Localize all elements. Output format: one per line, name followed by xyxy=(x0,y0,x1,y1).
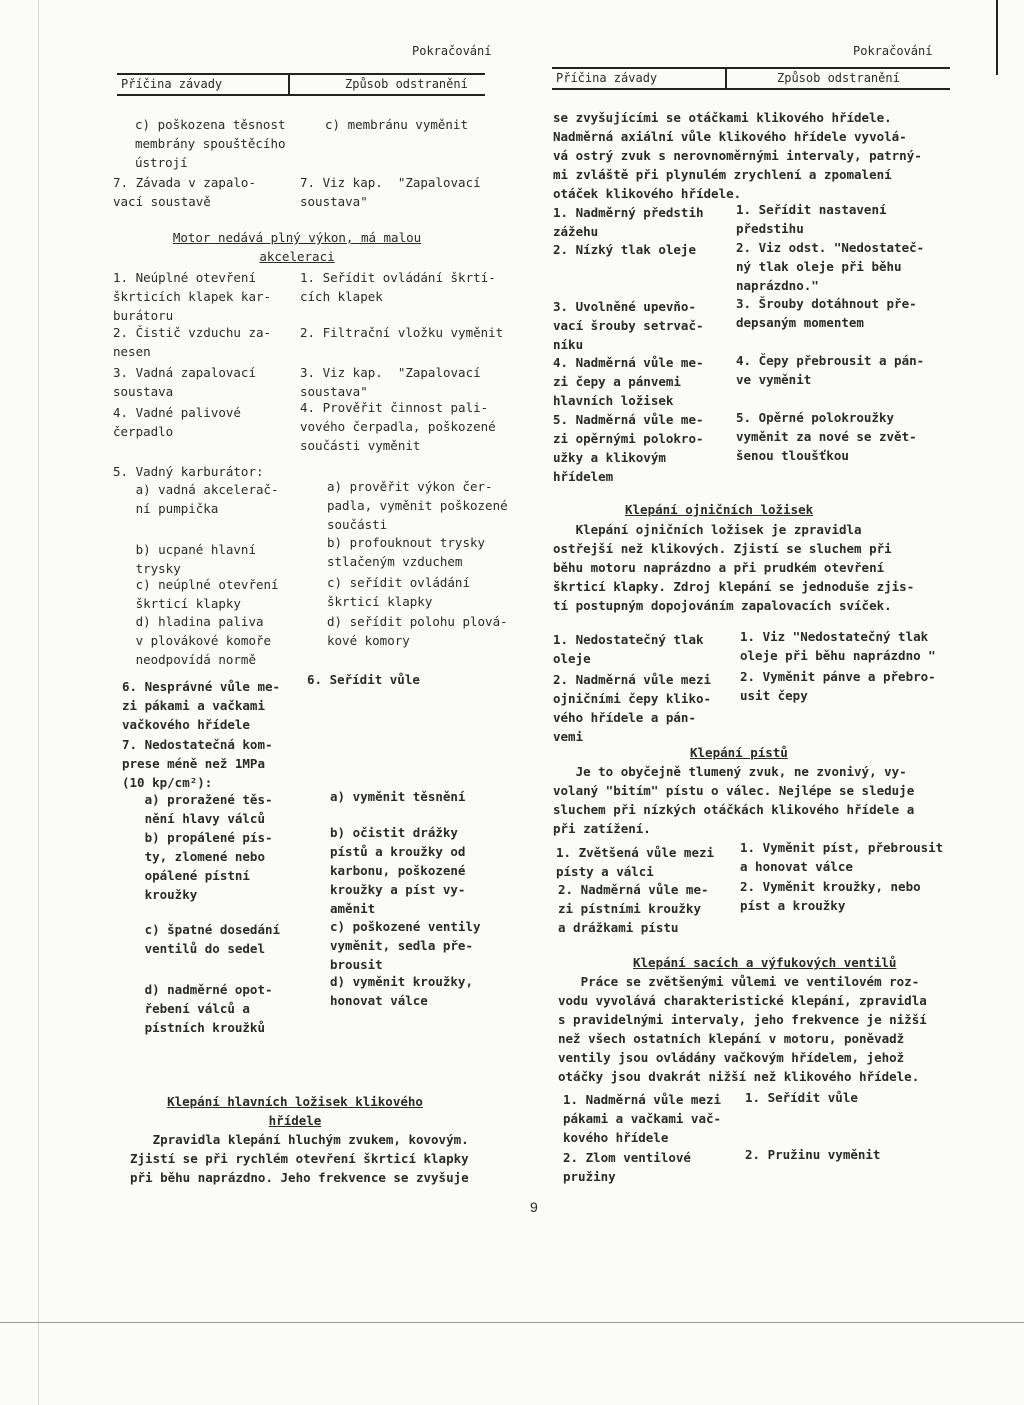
left-row-remedy: 4. Prověřit činnost pali- vového čerpadla, poškozené součásti vyměnit xyxy=(300,400,496,453)
right-row-remedy: 1. Vyměnit píst, přebrousit a honovat válce xyxy=(740,840,944,874)
left-row-cause: 7. Nedostatečná kom- prese méně než 1MPa (10 kp/cm²): xyxy=(122,737,273,790)
left-row-remedy: c) seřídit ovládání škrticí klapky xyxy=(327,575,470,609)
left-row-remedy: c) membránu vyměnit xyxy=(325,117,468,132)
left-row-remedy: c) poškozené ventily vyměnit, sedla pře- brousit xyxy=(330,919,481,972)
section-text-main-bearings: Zpravidla klepání hluchým zvukem, kovovým. Zjistí se při rychlém otevření škrticí klapky při běhu naprázdno. Jeho frekvence se zvyšuje xyxy=(130,1132,469,1185)
page-edge-right xyxy=(996,0,998,75)
section-title-motor: Motor nedává plný výkon, má malou akceleraci xyxy=(172,230,422,264)
right-row-remedy: 5. Opěrné polokroužky vyměnit za nové se zvět- šenou tloušťkou xyxy=(736,410,917,463)
section-title-main-bearings: Klepání hlavních ložisek klikového hřídele xyxy=(167,1094,423,1128)
section-text-valves: Práce se zvětšenými vůlemi ve ventilovém roz- vodu vyvolává charakteristické klepání, zpravidla s pravidelnými intervaly, jeho frekvence je nižší než všech ostatních klepání v motoru, poněvadž ventily jsou ovládány vačkovým hřídelem, jehož otáčky jsou dvakrát nižší než klikového hřídele. xyxy=(558,974,927,1084)
right-row-cause: 2. Nadměrná vůle mezi ojničními čepy kliko- vého hřídele a pán- vemi xyxy=(553,672,712,744)
section-text-rod-bearings: Klepání ojničních ložisek je zpravidla ostřejší než klikových. Zjistí se sluchem při běhu motoru naprázdno a při prudkém otevření škrticí klapky. Zdroj klepání se jednoduše zjis- tí postupným dopojováním zapalovacích svíček. xyxy=(553,522,915,613)
right-row-cause: 1. Zvětšená vůle mezi písty a válci xyxy=(556,845,715,879)
right-row-remedy: 2. Vyměnit kroužky, nebo píst a kroužky xyxy=(740,879,921,913)
right-row-cause: 1. Nadměrná vůle mezi pákami a vačkami vač- kového hřídele xyxy=(563,1092,722,1145)
left-row-cause: a) vadná akcelerač- ní pumpička xyxy=(135,482,279,516)
left-row-remedy: 6. Seřídit vůle xyxy=(307,672,420,687)
left-row-cause: 3. Vadná zapalovací soustava xyxy=(113,365,256,399)
right-row-remedy: 1. Viz "Nedostatečný tlak oleje při běhu naprázdno " xyxy=(740,629,936,663)
right-row-cause: 2. Zlom ventilové pružiny xyxy=(563,1150,691,1184)
section-title-pistons: Klepání pístů xyxy=(690,745,788,760)
left-row-cause: 1. Neúplné otevření škrticích klapek kar- burátoru xyxy=(113,270,272,323)
left-row-remedy: 2. Filtrační vložku vyměnit xyxy=(300,325,504,340)
right-row-cause: 1. Nedostatečný tlak oleje xyxy=(553,632,704,666)
left-continuation: Pokračování xyxy=(412,44,492,58)
left-row-cause: d) nadměrné opot- řebení válců a pístních kroužků xyxy=(144,982,273,1035)
left-row-remedy: 1. Seřídit ovládání škrtí- cích klapek xyxy=(300,270,496,304)
left-row-cause: a) proražené těs- nění hlavy válců xyxy=(144,792,273,826)
left-row-remedy: b) očistit drážky pístů a kroužky od karbonu, poškozené kroužky a píst vy- aměnit xyxy=(330,825,466,916)
left-row-cause: c) špatné dosedání ventilů do sedel xyxy=(144,922,281,956)
left-row-remedy: 7. Viz kap. "Zapalovací soustava" xyxy=(300,175,481,209)
right-row-cause: 2. Nadměrná vůle me- zi pístními kroužky a drážkami pístu xyxy=(558,882,709,935)
right-row-cause: 5. Nadměrná vůle me- zi opěrnými polokro- užky a klikovým hřídelem xyxy=(553,412,704,484)
right-header-cause: Příčina závady xyxy=(556,71,658,85)
section-title-valves: Klepání sacích a výfukových ventilů xyxy=(633,955,897,970)
left-row-cause: 2. Čistič vzduchu za- nesen xyxy=(113,325,272,359)
right-row-cause: 3. Uvolněné upevňo- vací šrouby setrvač- níku xyxy=(553,299,704,352)
left-row-remedy: a) vyměnit těsnění xyxy=(330,789,466,804)
left-row-cause: c) poškozena těsnost membrány spouštěcího ústrojí xyxy=(135,117,286,170)
left-row-remedy: a) prověřit výkon čer- padla, vyměnit poškozené součásti xyxy=(327,479,508,532)
left-row-remedy: b) profouknout trysky stlačeným vzduchem xyxy=(327,535,486,569)
left-row-cause: b) propálené pís- ty, zlomené nebo opálené pístní kroužky xyxy=(144,830,273,902)
left-header-remedy: Způsob odstranění xyxy=(345,77,468,91)
right-continuation: Pokračování xyxy=(853,44,933,58)
right-table-header xyxy=(552,67,950,89)
right-header-remedy: Způsob odstranění xyxy=(777,71,900,85)
page-number: 9 xyxy=(530,1199,538,1215)
left-row-cause: 4. Vadné palivové čerpadlo xyxy=(113,405,241,439)
right-row-remedy: 4. Čepy přebrousit a pán- ve vyměnit xyxy=(736,353,925,387)
section-text-pistons: Je to obyčejně tlumený zvuk, ne zvonivý, vy- volaný "bitím" pístu o válec. Nejlépe se sleduje sluchem při nízkých otáčkách klikového hřídele a při zatížení. xyxy=(553,764,915,836)
left-row-cause: 5. Vadný karburátor: xyxy=(113,464,264,479)
left-row-cause: 6. Nesprávné vůle me- zi pákami a vačkami vačkového hřídele xyxy=(122,679,281,732)
page-edge-left xyxy=(38,0,39,1405)
right-row-remedy: 2. Pružinu vyměnit xyxy=(745,1147,881,1162)
left-row-remedy: d) vyměnit kroužky, honovat válce xyxy=(330,974,473,1008)
right-row-remedy: 2. Vyměnit pánve a přebro- usit čepy xyxy=(740,669,936,703)
right-intro-text: se zvyšujícími se otáčkami klikového hřídele. Nadměrná axiální vůle klikového hřídele vyvolá- vá ostrý zvuk s nerovnoměrnými intervaly, patrný- mi zvláště při plynulém zrychlení a zpomalení otáček klikového hřídele. xyxy=(553,110,922,201)
left-row-remedy: 3. Viz kap. "Zapalovací soustava" xyxy=(300,365,481,399)
left-table-header xyxy=(117,73,485,95)
section-title-rod-bearings: Klepání ojničních ložisek xyxy=(625,502,814,517)
right-row-remedy: 1. Seřídit nastavení předstihu xyxy=(736,202,887,236)
left-row-cause: 7. Závada v zapalo- vací soustavě xyxy=(113,175,256,209)
right-row-remedy: 1. Seřídit vůle xyxy=(745,1090,858,1105)
right-row-cause: 2. Nízký tlak oleje xyxy=(553,242,696,257)
left-header-cause: Příčina závady xyxy=(121,77,223,91)
right-row-remedy: 2. Viz odst. "Nedostateč- ný tlak oleje při běhu naprázdno." xyxy=(736,240,925,293)
right-row-cause: 1. Nadměrný předstih zážehu xyxy=(553,205,704,239)
left-row-cause: b) ucpané hlavní trysky xyxy=(135,542,256,576)
bottom-scan-line xyxy=(0,1322,1024,1323)
left-row-remedy: d) seřídit polohu plová- kové komory xyxy=(327,614,508,648)
left-row-cause: c) neúplné otevření škrticí klapky xyxy=(135,577,279,611)
right-row-cause: 4. Nadměrná vůle me- zi čepy a pánvemi hlavních ložisek xyxy=(553,355,704,408)
left-row-cause: d) hladina paliva v plovákové komoře neodpovídá normě xyxy=(135,614,272,667)
right-row-remedy: 3. Šrouby dotáhnout pře- depsaným momentem xyxy=(736,296,917,330)
